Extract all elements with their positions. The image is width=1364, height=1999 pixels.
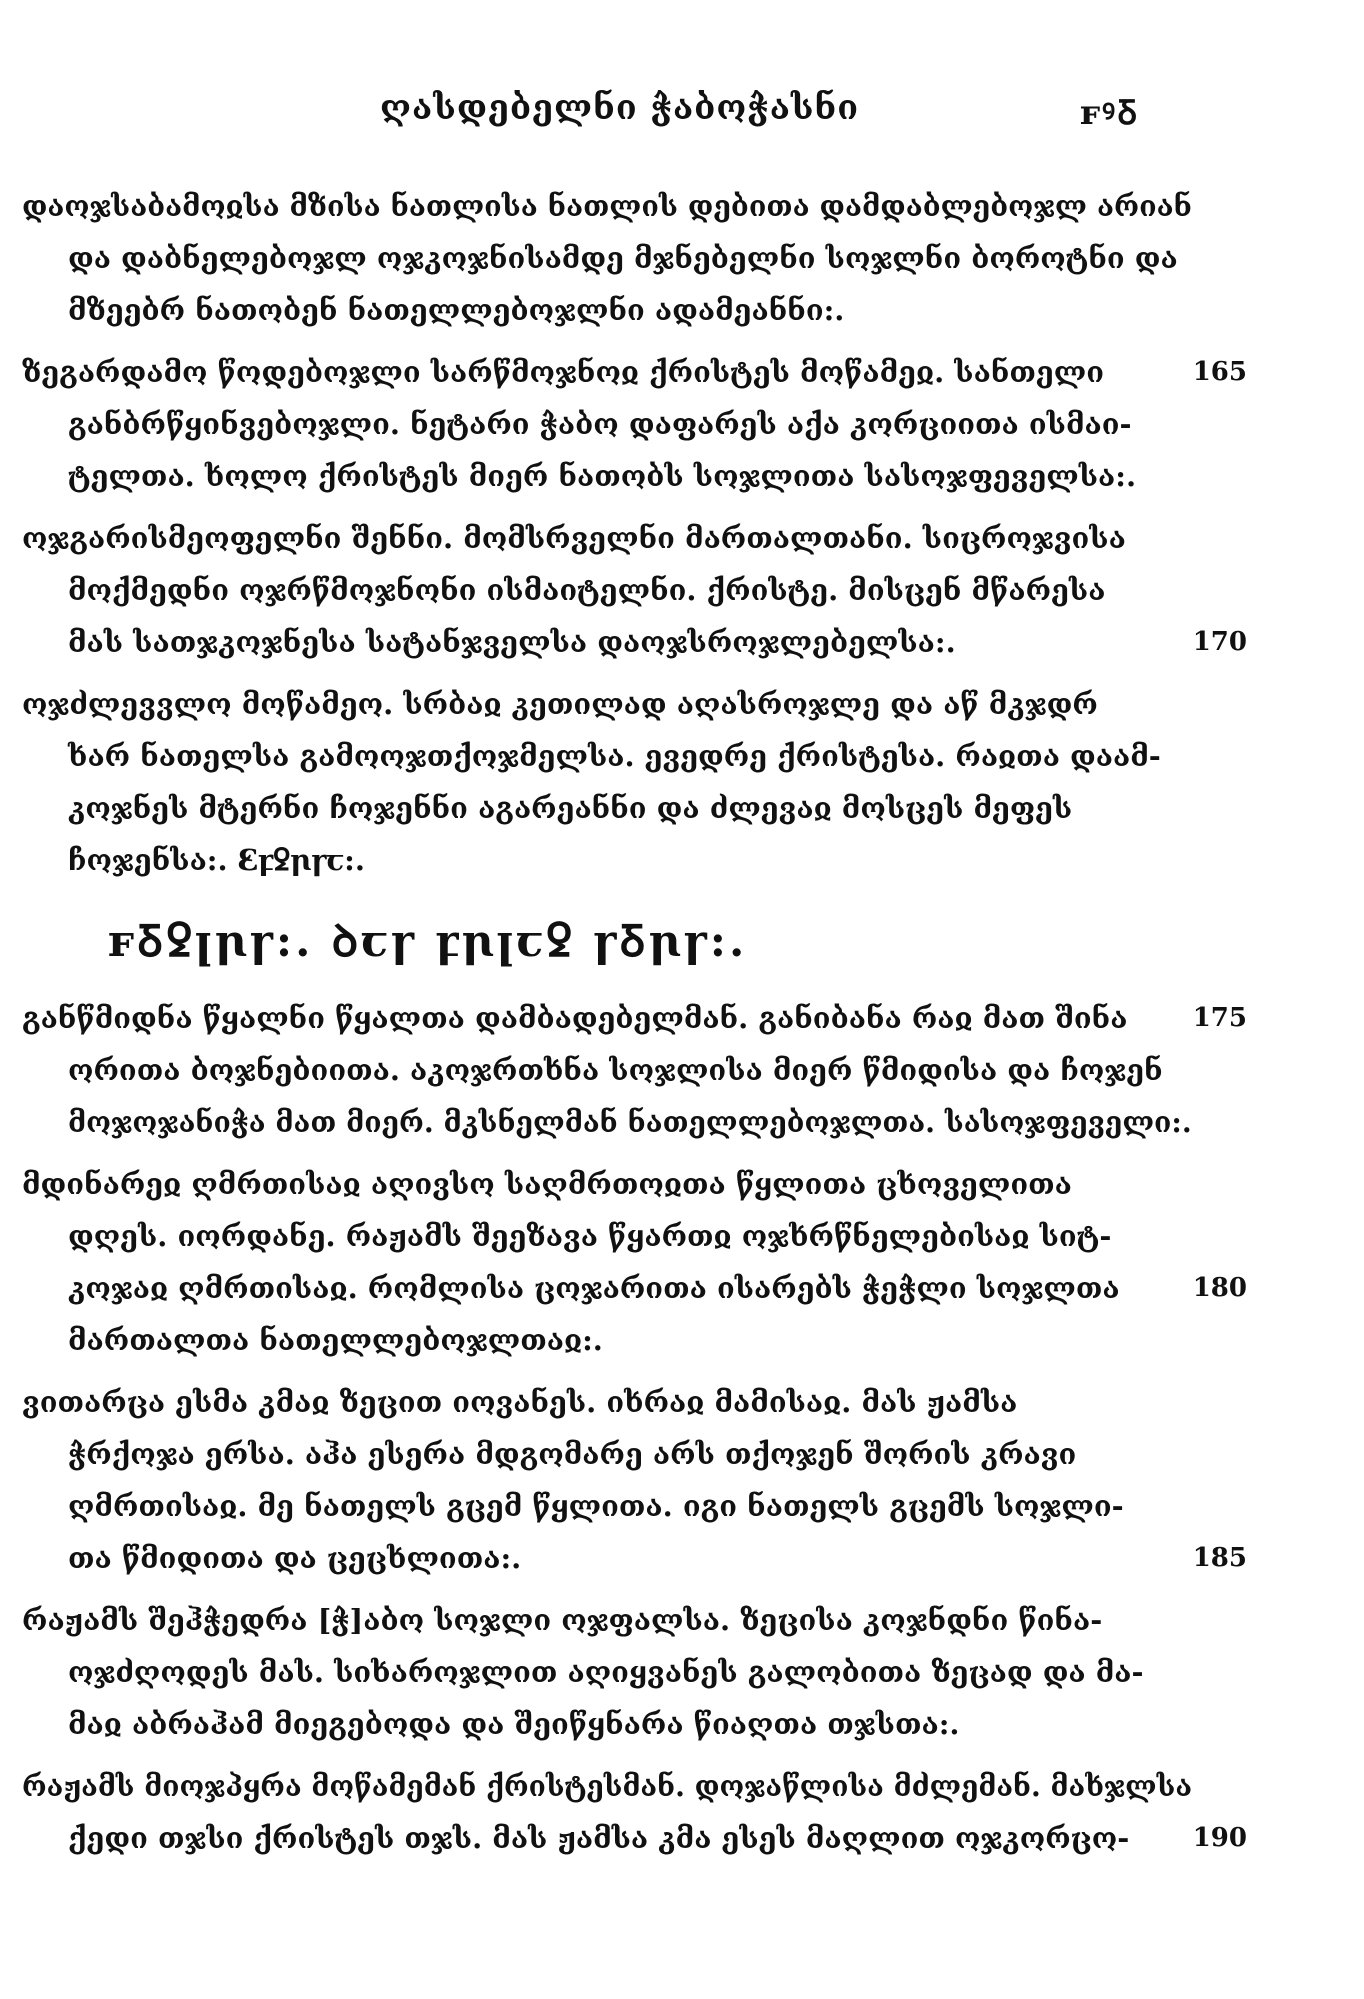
line-text: მოქმედნი ოჯრწმოჯნონი ისმაიტელნი. ქრისტე. მისცენ მწარესა	[68, 573, 1106, 607]
line-text: ტელთა. ხოლო ქრისტეს მიერ ნათობს სოჯლითა სასოჯფეველსა:.	[68, 459, 1137, 493]
text-line	[22, 232, 1312, 284]
text-line	[22, 678, 1312, 730]
text-line	[22, 616, 1312, 668]
line-text: მდინარეჲ ღმრთისაჲ აღივსო საღმრთოჲთა წყლითა ცხოველითა	[22, 1167, 1072, 1201]
text-line	[22, 1646, 1312, 1698]
line-text: ვითარცა ესმა კმაჲ ზეცით იოვანეს. იხრაჲ მამისაჲ. მას ჟამსა	[22, 1385, 1018, 1419]
text-line	[22, 398, 1312, 450]
line-text: მართალთა ნათელლებოჯლთაჲ:.	[68, 1323, 603, 1357]
text-line	[22, 1480, 1312, 1532]
line-text: მაჲ აბრაჰამ მიეგებოდა და შეიწყნარა წიაღთა თჯსთა:.	[68, 1707, 960, 1741]
stanza	[22, 992, 1312, 1148]
text-line	[22, 730, 1312, 782]
text-line	[22, 1314, 1312, 1366]
section-heading: ꜰꝽꝿꞁꞃꞅ:. ꝺꞇꞅ ꝼꞃꞁꞇꝿ ꞅꝽꞃꞅ:.	[108, 916, 748, 967]
text-line	[22, 1812, 1312, 1864]
line-text: ჩოჯენსა:. Ꜫꝼꝿꞃꞅꞇ:.	[68, 843, 365, 877]
stanza	[22, 346, 1312, 502]
line-text: ქედი თჯსი ქრისტეს თჯს. მას ჟამსა კმა ესეს მაღლით ოჯკორცო-	[68, 1821, 1130, 1855]
line-text: თა წმიდითა და ცეცხლითა:.	[68, 1541, 522, 1575]
line-text: რაჟამს შეჰჭედრა [ჭ]აბო სოჯლი ოჯფალსა. ზეცისა კოჯნდნი წინა-	[22, 1603, 1103, 1637]
line-number: 185	[1192, 1543, 1247, 1573]
line-text: ოჯძლევვლო მოწამეო. სრბაჲ კეთილად აღასროჯლე და აწ მკჯდრ	[22, 687, 1098, 721]
text-line	[22, 782, 1312, 834]
text-line	[22, 564, 1312, 616]
line-number: 175	[1192, 1003, 1247, 1033]
line-text: ხარ ნათელსა გამოოჯთქოჯმელსა. ევედრე ქრისტესა. რაჲთა დაამ-	[68, 739, 1161, 773]
text-line	[22, 834, 1312, 886]
text-line	[22, 1760, 1312, 1812]
text-line	[22, 512, 1312, 564]
text-line	[22, 1262, 1312, 1314]
page-number: ꜰꝰꝽ	[1080, 93, 1140, 133]
line-text: განბრწყინვებოჯლი. ნეტარი ჭაბო დაფარეს აქა კორციითა ისმაი-	[68, 407, 1132, 441]
stanzas-before-heading	[22, 180, 1312, 886]
line-text: ოჯგარისმეოფელნი შენნი. მომსრველნი მართალთანი. სიცროჯვისა	[22, 521, 1126, 555]
line-text: კოჯაჲ ღმრთისაჲ. რომლისა ცოჯარითა ისარებს ჭეჭლი სოჯლთა	[68, 1271, 1120, 1305]
line-text: ოჯძღოდეს მას. სიხაროჯლით აღიყვანეს გალობითა ზეცად და მა-	[68, 1655, 1144, 1689]
stanza	[22, 1158, 1312, 1366]
stanza	[22, 678, 1312, 886]
stanzas-after-heading	[22, 992, 1312, 1864]
line-number: 190	[1192, 1823, 1247, 1853]
line-text: ჭრქოჯა ერსა. აჰა ესერა მდგომარე არს თქოჯენ შორის კრავი	[68, 1437, 1077, 1471]
stanza	[22, 180, 1312, 336]
text-body	[22, 180, 1312, 1874]
stanza	[22, 512, 1312, 668]
line-number: 170	[1192, 627, 1247, 657]
text-line	[22, 450, 1312, 502]
text-line	[22, 1096, 1312, 1148]
text-line	[22, 284, 1312, 336]
line-text: მოჯოჯანიჭა მათ მიერ. მკსნელმან ნათელლებოჯლთა. სასოჯფეველი:.	[68, 1105, 1192, 1139]
text-line	[22, 1158, 1312, 1210]
text-line	[22, 346, 1312, 398]
running-header	[0, 88, 1364, 148]
line-text: განწმიდნა წყალნი წყალთა დამბადებელმან. განიბანა რაჲ მათ შინა	[22, 1001, 1128, 1035]
line-text: მას სათჯკოჯნესა სატანჯველსა დაოჯსროჯლებელსა:.	[68, 625, 956, 659]
line-text: რაჟამს მიოჯპყრა მოწამემან ქრისტესმან. დოჯაწლისა მძლემან. მახჯლსა	[22, 1769, 1193, 1803]
text-line	[22, 1044, 1312, 1096]
stanza	[22, 1376, 1312, 1584]
line-text: და დაბნელებოჯლ ოჯკოჯნისამდე მჯნებელნი სოჯლნი ბოროტნი და	[68, 241, 1178, 275]
line-text: ზეგარდამო წოდებოჯლი სარწმოჯნოჲ ქრისტეს მოწამეჲ. სანთელი	[22, 355, 1104, 389]
line-text: ორითა ბოჯნებიითა. აკოჯრთხნა სოჯლისა მიერ წმიდისა და ჩოჯენ	[68, 1053, 1163, 1087]
line-number: 180	[1192, 1273, 1247, 1303]
line-text: დღეს. იორდანე. რაჟამს შეეზავა წყართჲ ოჯხრწნელებისაჲ სიტ-	[68, 1219, 1112, 1253]
line-text: კოჯნეს მტერნი ჩოჯენნი აგარეანნი და ძლევაჲ მოსცეს მეფეს	[68, 791, 1073, 825]
line-text: მზეებრ ნათობენ ნათელლებოჯლნი ადამეანნი:.	[68, 293, 845, 327]
text-line	[22, 180, 1312, 232]
running-title: ღასდებელნი ჭაბოჭასნი	[380, 88, 860, 128]
text-line	[22, 1376, 1312, 1428]
stanza	[22, 1760, 1312, 1864]
stanza	[22, 1594, 1312, 1750]
text-line	[22, 1532, 1312, 1584]
text-line	[22, 1594, 1312, 1646]
text-line	[22, 1428, 1312, 1480]
text-line	[22, 1210, 1312, 1262]
text-line	[22, 1698, 1312, 1750]
line-number: 165	[1192, 357, 1247, 387]
line-text: დაოჯსაბამოჲსა მზისა ნათლისა ნათლის დებითა დამდაბლებოჯლ არიან	[22, 189, 1192, 223]
text-line	[22, 992, 1312, 1044]
line-text: ღმრთისაჲ. მე ნათელს გცემ წყლითა. იგი ნათელს გცემს სოჯლი-	[68, 1489, 1124, 1523]
